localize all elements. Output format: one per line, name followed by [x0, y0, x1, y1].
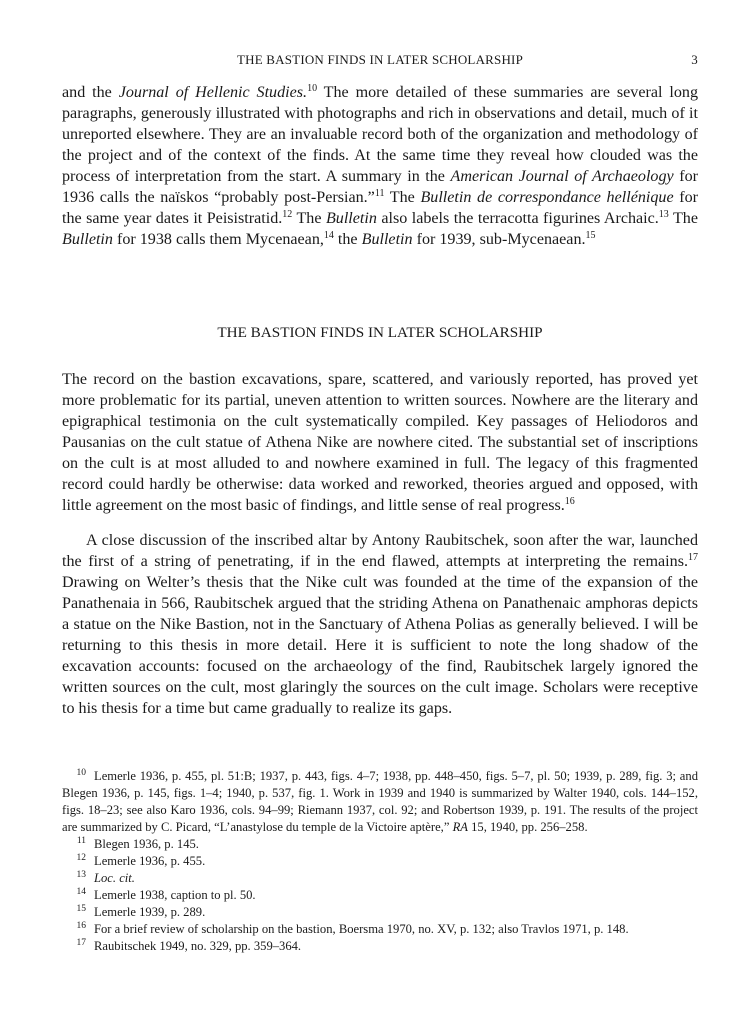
text-run: The record on the bastion excavations, spare, scattered, and variously reported, has proved yet more problematic for its partial, uneven attention to written sources. Nowhere are the literary and epigraphical testimonia on the cult systematically compiled. Key passages of Heliodoros and Pausanias on the cult statue of Athena Nike are nowhere cited. The substantial set of inscriptions on the cult is at most alluded to and nowhere examined in full. The legacy of this fragmented record could hardly be otherwise: data worked and reworked, theories argued and opposed, with little agreement on the most basic of findings, and little sense of real progress. [62, 371, 698, 514]
running-head [62, 52, 698, 70]
footnote-number: 15 [76, 904, 86, 914]
running-head-title: THE BASTION FINDS IN LATER SCHOLARSHIP [236, 52, 524, 67]
footnote-10 [62, 768, 698, 836]
footnote-16 [62, 921, 698, 938]
text-run: The [668, 210, 698, 227]
text-run: Drawing on Welter’s thesis that the Nike cult was founded at the time of the expansion of the Panathenaia in 566, Raubitschek argued that the striding Athena on Panathenaic amphoras depicts a statue on the Nike Bastion, not in the Sanctuary of Athena Polias as generally believed. I will be returning to this thesis in more detail. Here it is sufficient to note the long shadow of the excavation accounts: focused on the archaeology of the find, Raubitschek largely ignored the written sources on the cult, most glaringly the sources on the cult image. Scholars were receptive to his thesis for a time but came gradually to realize its gaps. [62, 574, 698, 717]
footnote-text: Loc. cit. [94, 871, 135, 885]
footnote-text: Lemerle 1938, caption to pl. 50. [94, 888, 256, 902]
footnote-number: 14 [76, 887, 86, 897]
footnote-text: Raubitschek 1949, no. 329, pp. 359–364. [94, 939, 302, 953]
footnote-text: For a brief review of scholarship on the bastion, Boersma 1970, no. XV, p. 132; also Travlos 1971, p. 148. [94, 922, 629, 936]
footnote-ref: 13 [658, 209, 669, 220]
footnote-text: 15, 1940, pp. 256–258. [467, 820, 588, 834]
footnote-14 [62, 887, 698, 904]
footnote-ref: 10 [307, 83, 318, 94]
journal-title: Bulletin [325, 210, 377, 227]
footnote-number: 12 [76, 853, 86, 863]
text-run: for 1939, sub-Mycenaean. [412, 231, 586, 248]
footnote-15 [62, 904, 698, 921]
footnote-text: Blegen 1936, p. 145. [94, 837, 199, 851]
footnote-13 [62, 870, 698, 887]
paragraph-2 [62, 369, 698, 516]
journal-title: Journal of Hellenic Studies. [118, 84, 308, 101]
footnote-number: 17 [76, 938, 86, 948]
text-run: also labels the terracotta figurines Archaic. [376, 210, 659, 227]
footnote-text: Lemerle 1939, p. 289. [94, 905, 206, 919]
footnote-12 [62, 853, 698, 870]
page-number: 3 [691, 52, 698, 67]
footnote-11 [62, 836, 698, 853]
journal-title: American Journal of Archaeology [450, 168, 674, 185]
journal-abbrev: RA [452, 820, 468, 834]
footnote-text: Lemerle 1936, p. 455, pl. 51:B; 1937, p. 443, figs. 4–7; 1938, pp. 448–450, figs. 5–7, pl. 50; 1939, p. 289, fig. 3; and Blegen 1936, p. 145, figs. 1–4; 1940, p. 537, fig. 1. Work in 1939 and 1940 is summarized by Walter 1940, cols. 144–152, figs. 18–23; see also Karo 1936, cols. 94–99; Riemann 1937, col. 92; and Robertson 1939, p. 191. The results of the project are summarized by C. Picard, “L’anastylose du temple de la Victoire aptère,” [62, 769, 698, 834]
footnote-ref: 15 [585, 230, 596, 241]
text-run: the [333, 231, 362, 248]
footnote-text: Lemerle 1936, p. 455. [94, 854, 206, 868]
footnote-number: 16 [76, 921, 86, 931]
text-run: for 1936 calls the naïskos “probably post-Persian.” [62, 168, 698, 206]
footnote-ref: 11 [374, 188, 385, 199]
footnote-ref: 17 [688, 552, 698, 563]
journal-title: Bulletin de correspondance hellénique [420, 189, 674, 206]
paragraph-3 [62, 530, 698, 719]
text-run: A close discussion of the inscribed altar by Antony Raubitschek, soon after the war, launched the first of a string of penetrating, if in the end flawed, attempts at interpreting the remains. [62, 532, 698, 570]
footnote-ref: 16 [564, 496, 575, 507]
footnotes [62, 768, 698, 955]
footnote-ref: 12 [282, 209, 293, 220]
footnote-ref: 14 [323, 230, 334, 241]
section-heading: THE BASTION FINDS IN LATER SCHOLARSHIP [217, 324, 543, 341]
text-run: The more detailed of these summaries are several long paragraphs, generously illustrated with photographs and rich in observations and detail, much of it unreported elsewhere. They are an invaluable record both of the organization and methodology of the project and of the context of the finds. At the same time they reveal how clouded was the process of interpretation from the start. A summary in the [62, 84, 698, 185]
footnote-number: 11 [76, 836, 86, 846]
text-run: The [292, 210, 326, 227]
text-run: and the [62, 84, 119, 101]
footnote-17 [62, 938, 698, 955]
footnote-number: 10 [76, 768, 86, 778]
text-run: for the same year dates it Peisistratid. [62, 189, 698, 227]
journal-title: Bulletin [361, 231, 413, 248]
paragraph-1 [62, 82, 698, 250]
text-run: The [384, 189, 421, 206]
footnote-number: 13 [76, 870, 86, 880]
text-run: for 1938 calls them Mycenaean, [112, 231, 324, 248]
journal-title: Bulletin [62, 231, 113, 248]
